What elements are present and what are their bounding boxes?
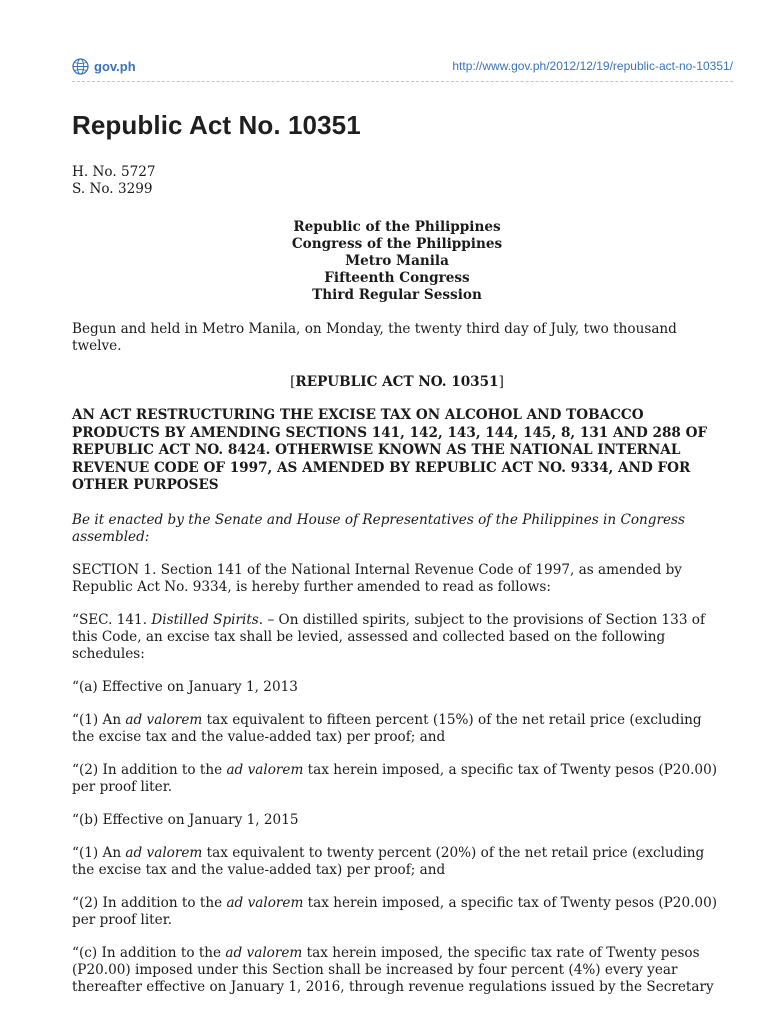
page-title: Republic Act No. 10351 bbox=[72, 110, 361, 140]
text-line: Third Regular Session bbox=[312, 287, 482, 303]
paragraph bbox=[72, 407, 722, 495]
text-run: REPUBLIC ACT NO. 10351 bbox=[295, 374, 499, 390]
paragraph bbox=[72, 679, 722, 696]
text-run: ad valorem bbox=[125, 711, 203, 728]
paragraph bbox=[72, 762, 722, 796]
paragraph bbox=[72, 845, 722, 879]
paragraph bbox=[72, 612, 722, 663]
text-run: tax herein imposed, a specific tax of Twenty pesos (P20.00) per proof liter. bbox=[72, 894, 718, 928]
paragraph bbox=[72, 321, 722, 355]
paragraph bbox=[72, 945, 722, 996]
source-header bbox=[72, 58, 733, 78]
source-url-link[interactable]: http://www.gov.ph/2012/12/19/republic-act-no-10351/ bbox=[452, 59, 733, 73]
text-run: ad valorem bbox=[226, 761, 304, 778]
text-run: “(1) An bbox=[72, 711, 126, 728]
text-run: tax equivalent to fifteen percent (15%) of the net retail price (excluding the excise tax and the value-added tax) per proof; and bbox=[72, 711, 702, 745]
paragraph bbox=[72, 895, 722, 929]
site-name: gov.ph bbox=[94, 59, 136, 74]
text-line: Fifteenth Congress bbox=[324, 270, 470, 286]
text-run: “(b) Effective on January 1, 2015 bbox=[72, 811, 299, 828]
text-line: Metro Manila bbox=[345, 253, 449, 269]
text-run: Begun and held in Metro Manila, on Monday, the twenty third day of July, two thousand twelve. bbox=[72, 321, 677, 354]
text-run: [ bbox=[290, 374, 296, 390]
paragraph bbox=[72, 712, 722, 746]
document-body bbox=[72, 164, 722, 1012]
globe-icon bbox=[72, 58, 89, 75]
text-run: “(a) Effective on January 1, 2013 bbox=[72, 678, 298, 695]
text-run: “(c) In addition to the bbox=[72, 944, 226, 961]
text-run: ] bbox=[498, 374, 504, 390]
site-link[interactable] bbox=[72, 58, 136, 75]
paragraph bbox=[72, 512, 722, 546]
paragraph bbox=[72, 812, 722, 829]
text-run: AN ACT RESTRUCTURING THE EXCISE TAX ON ALCOHOL AND TOBACCO PRODUCTS BY AMENDING SECTIONS 141, 142, 143, 144, 145, 8, 131 AND 288 OF REPUBLIC ACT NO. 8424. OTHERWISE KNOWN AS THE NATIONAL INTERNAL REVENUE CODE OF 1997, AS AMENDED BY REPUBLIC ACT NO. 9334, AND FOR OTHER PURPOSES bbox=[72, 407, 708, 493]
text-line: H. No. 5727 bbox=[72, 164, 156, 180]
header-divider bbox=[72, 81, 733, 82]
text-run: tax herein imposed, a specific tax of Twenty pesos (P20.00) per proof liter. bbox=[72, 761, 718, 795]
paragraph bbox=[72, 562, 722, 596]
paragraph bbox=[72, 374, 722, 391]
text-run: “(2) In addition to the bbox=[72, 894, 227, 911]
text-run: SECTION 1. Section 141 of the National Internal Revenue Code of 1997, as amended by Republic Act No. 9334, is hereby further amended to read as follows: bbox=[72, 561, 682, 595]
paragraph bbox=[72, 219, 722, 304]
text-run: tax equivalent to twenty percent (20%) of the net retail price (excluding the excise tax and the value-added tax) per proof; and bbox=[72, 844, 705, 878]
text-line: S. No. 3299 bbox=[72, 181, 153, 197]
text-run: “(2) In addition to the bbox=[72, 761, 227, 778]
text-run: “(1) An bbox=[72, 844, 126, 861]
text-run: Be it enacted by the Senate and House of Representatives of the Philippines in Congress assembled: bbox=[72, 511, 685, 545]
text-run: Distilled Spirits bbox=[151, 611, 259, 628]
text-run: ad valorem bbox=[225, 944, 303, 961]
text-run: . – On distilled spirits, subject to the provisions of Section 133 of this Code, an excise tax shall be levied, assessed and collected based on the following schedules: bbox=[72, 611, 706, 662]
text-run: tax herein imposed, the specific tax rate of Twenty pesos (P20.00) imposed under this Section shall be increased by four percent (4%) every year thereafter effective on January 1, 2016, through revenue regulations issued by the Secretary bbox=[72, 944, 714, 995]
text-run: “SEC. 141. bbox=[72, 611, 152, 628]
text-line: Republic of the Philippines bbox=[293, 219, 501, 235]
text-run: ad valorem bbox=[125, 844, 203, 861]
paragraph bbox=[72, 164, 722, 198]
text-run: ad valorem bbox=[226, 894, 304, 911]
text-line: Congress of the Philippines bbox=[291, 236, 503, 252]
